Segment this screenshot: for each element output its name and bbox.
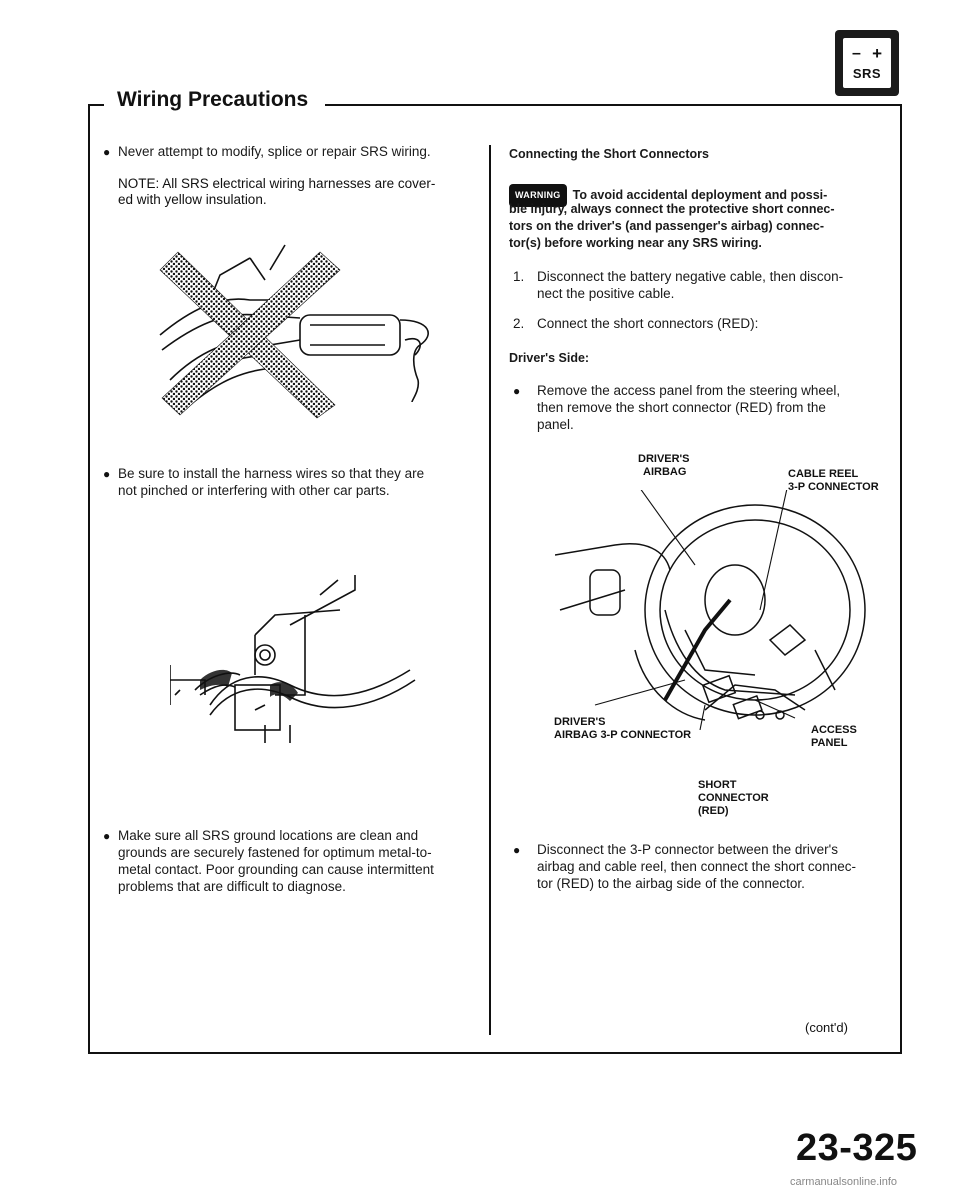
right-bullet-1-line-2: then remove the short connector (RED) from the (537, 400, 826, 415)
left-bullet-3-line-1: Make sure all SRS ground locations are clean and (118, 828, 419, 843)
badge-minus: – (852, 45, 861, 62)
bullet-dot-icon: ● (513, 843, 521, 857)
column-divider (489, 145, 491, 1035)
step-1-line-1: Disconnect the battery negative cable, then discon- (537, 269, 844, 284)
page-number: 23-325 (796, 1127, 918, 1169)
note-line-2: ed with yellow insulation. (118, 192, 267, 207)
left-bullet-3-line-2: grounds are securely fastened for optimum metal-to- (118, 845, 432, 860)
bullet-dot-icon: ● (513, 384, 521, 398)
right-bullet-2-line-3: tor (RED) to the airbag side of the connector. (537, 876, 805, 891)
page-title: Wiring Precautions (117, 88, 309, 111)
label-airbag-connector-2: AIRBAG 3-P CONNECTOR (554, 729, 692, 741)
label-cable-reel-2: 3-P CONNECTOR (788, 481, 879, 493)
steering-wheel-illustration (555, 490, 875, 730)
continued-label: (cont'd) (805, 1020, 848, 1035)
label-access-panel-1: ACCESS (811, 724, 857, 736)
frame-left (88, 104, 90, 1054)
label-short-connector-3: (RED) (698, 805, 729, 817)
frame-right (900, 104, 902, 1054)
left-bullet-3-line-4: problems that are difficult to diagnose. (118, 879, 346, 894)
title-rule-left (88, 104, 104, 106)
footer-watermark: carmanualsonline.info (790, 1176, 898, 1188)
bullet-dot-icon: ● (103, 829, 111, 843)
label-cable-reel-1: CABLE REEL (788, 468, 859, 480)
step-1-number: 1. (513, 269, 525, 284)
left-bullet-2-line-2: not pinched or interfering with other car parts. (118, 483, 390, 498)
warning-line-1: WARNING To avoid accidental deployment and possi- (509, 184, 827, 207)
bullet-dot-icon: ● (103, 467, 111, 481)
warning-line-3: tors on the driver's (and passenger's airbag) connec- (509, 219, 825, 233)
drivers-side-heading: Driver's Side: (509, 351, 590, 365)
warning-line-2: ble injury, always connect the protective short connec- (509, 202, 835, 216)
srs-badge-icon (835, 30, 899, 96)
section-heading: Connecting the Short Connectors (509, 147, 709, 161)
left-bullet-3-line-3: metal contact. Poor grounding can cause intermittent (118, 862, 434, 877)
label-airbag-connector-1: DRIVER'S (554, 716, 606, 728)
step-2-line-1: Connect the short connectors (RED): (537, 316, 759, 331)
frame-bottom (88, 1052, 902, 1054)
warning-badge-icon: WARNING (509, 184, 567, 207)
label-short-connector-2: CONNECTOR (698, 792, 769, 804)
harness-routing-illustration (170, 575, 420, 745)
step-1-line-2: nect the positive cable. (537, 286, 675, 301)
badge-label: SRS (852, 66, 882, 81)
label-drivers-airbag-2: AIRBAG (643, 466, 687, 478)
left-bullet-2-line-1: Be sure to install the harness wires so that they are (118, 466, 425, 481)
label-drivers-airbag-1: DRIVER'S (638, 453, 690, 465)
bullet-dot-icon: ● (103, 145, 111, 159)
splice-prohibited-illustration (150, 240, 440, 420)
badge-plus: + (872, 44, 882, 63)
right-bullet-1-line-3: panel. (537, 417, 574, 432)
right-bullet-2-line-1: Disconnect the 3-P connector between the driver's (537, 842, 838, 857)
note-line-1: NOTE: All SRS electrical wiring harnesses are cover- (118, 176, 436, 191)
step-2-number: 2. (513, 316, 525, 331)
label-short-connector-1: SHORT (698, 779, 737, 791)
left-bullet-1: Never attempt to modify, splice or repair SRS wiring. (118, 144, 431, 159)
right-bullet-2-line-2: airbag and cable reel, then connect the short connec- (537, 859, 856, 874)
right-bullet-1-line-1: Remove the access panel from the steering wheel, (537, 383, 841, 398)
warning-line-4: tor(s) before working near any SRS wiring. (509, 236, 762, 250)
title-rule-right (325, 104, 900, 106)
label-access-panel-2: PANEL (811, 737, 848, 749)
